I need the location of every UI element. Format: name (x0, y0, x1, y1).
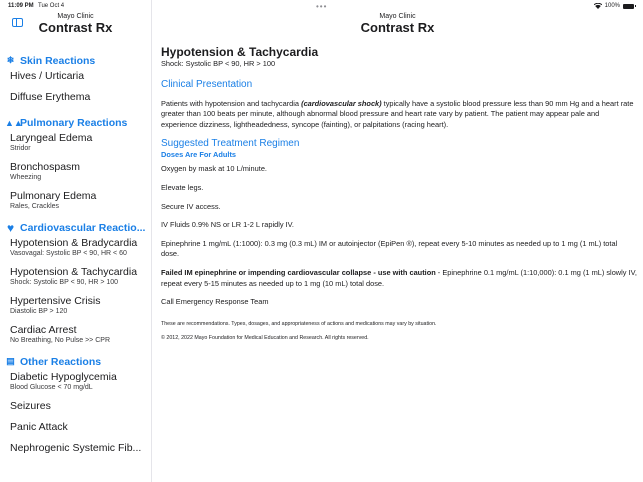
list-item-seizures[interactable]: Seizures (10, 400, 51, 412)
heart-icon: ♥ (6, 220, 15, 235)
detail-pane (152, 0, 643, 482)
treatment-step: IV Fluids 0.9% NS or LR 1-2 L rapidly IV. (161, 220, 294, 230)
sidebar (0, 0, 152, 482)
battery-percent: 100% (604, 3, 620, 9)
skin-icon: ❄ (6, 55, 15, 65)
treatment-heading: Suggested Treatment Regimen (161, 138, 300, 150)
list-item-pulmonary-edema[interactable]: Pulmonary Edema Rales, Crackles (10, 190, 97, 210)
copyright: © 2012, 2022 Mayo Foundation for Medical Education and Research. All rights reserved. (161, 334, 369, 341)
list-item-hypertensive-crisis[interactable]: Hypertensive Crisis Diastolic BP > 120 (10, 295, 101, 315)
multitasking-dots-icon[interactable]: ••• (316, 2, 328, 11)
wifi-icon (594, 3, 602, 9)
list-item-hypotension-tachycardia[interactable]: Hypotension & Tachycardia Shock: Systolic BP < 90, HR > 100 (10, 266, 138, 286)
page-heading: Hypotension & Tachycardia (161, 45, 319, 59)
list-item-panic-attack[interactable]: Panic Attack (10, 421, 68, 433)
list-item-diabetic-hypoglycemia[interactable]: Diabetic Hypoglycemia Blood Glucose < 70 mg/dL (10, 371, 117, 391)
section-pulmonary-reactions: ▲▲ Pulmonary Reactions (5, 116, 128, 129)
sidebar-subtitle: Mayo Clinic (57, 13, 94, 20)
list-item-diffuse-erythema[interactable]: Diffuse Erythema (10, 91, 91, 103)
treatment-step: Secure IV access. (161, 201, 221, 211)
section-cardiovascular-reactions: ♥ Cardiovascular Reactio... (6, 220, 146, 235)
list-item-bronchospasm[interactable]: Bronchospasm Wheezing (10, 161, 81, 181)
section-skin-reactions: ❄ Skin Reactions (6, 54, 96, 67)
status-time: 11:09 PM (8, 3, 34, 9)
clinical-presentation-text: Patients with hypotension and tachycardia (cardiovascular shock) typically have a systolic blood pressure less than 90 mm Hg and a heart rate greater than 100 beats per minute, although abnormal blood pressure and heart rate vary by patient. The patient may appear pale and experience dizziness, lightheadedness, syncope (fainting), or palpitations (racing heart). (161, 98, 634, 129)
battery-icon (623, 4, 634, 9)
status-bar (0, 0, 643, 12)
treatment-step: Epinephrine 1 mg/mL (1:1000): 0.3 mg (0.3 mL) IM or autoinjector (EpiPen ®), repeat every 5-10 minutes as needed up to 1 mg (1 mL) total dose. (161, 238, 618, 259)
status-indicators (594, 3, 634, 9)
status-date: Tue Oct 4 (38, 3, 65, 9)
list-item-hives[interactable]: Hives / Urticaria (10, 70, 85, 82)
page-subheading: Shock: Systolic BP < 90, HR > 100 (161, 59, 276, 68)
treatment-step: Oxygen by mask at 10 L/minute. (161, 164, 267, 174)
treatment-step: Elevate legs. (161, 182, 204, 192)
detail-subtitle: Mayo Clinic (379, 13, 416, 20)
reaction-list (0, 52, 151, 463)
list-item-hypotension-bradycardia[interactable]: Hypotension & Bradycardia Vasovagal: Systolic BP < 90, HR < 60 (10, 237, 138, 257)
disclaimer: These are recommendations. Types, dosages, and appropriateness of actions and medications may vary by situation. (161, 320, 437, 327)
detail-title: Contrast Rx (360, 20, 435, 35)
treatment-step-caution: Failed IM epinephrine or impending cardiovascular collapse - use with caution - Epinephrine 0.1 mg/mL (1:10,000): 0.1 mg (1 mL) slowly IV, repeat every 5-15 minutes as needed up to 1 mg (10 mL) total dose. (161, 267, 637, 288)
clinical-presentation-heading: Clinical Presentation (161, 78, 253, 90)
list-item-nephrogenic-systemic-fibrosis[interactable]: Nephrogenic Systemic Fib... (10, 442, 142, 454)
other-reactions-icon: ▤ (6, 356, 15, 366)
list-item-cardiac-arrest[interactable]: Cardiac Arrest No Breathing, No Pulse >> CPR (10, 324, 110, 344)
treatment-step: Call Emergency Response Team (161, 297, 269, 307)
list-item-laryngeal-edema[interactable]: Laryngeal Edema Stridor (10, 132, 93, 152)
section-other-reactions: ▤ Other Reactions (6, 355, 102, 368)
detail-content (161, 45, 637, 342)
sidebar-title: Contrast Rx (38, 20, 113, 35)
lungs-icon: ▲▲ (5, 117, 23, 128)
treatment-subheading: Doses Are For Adults (161, 150, 237, 160)
